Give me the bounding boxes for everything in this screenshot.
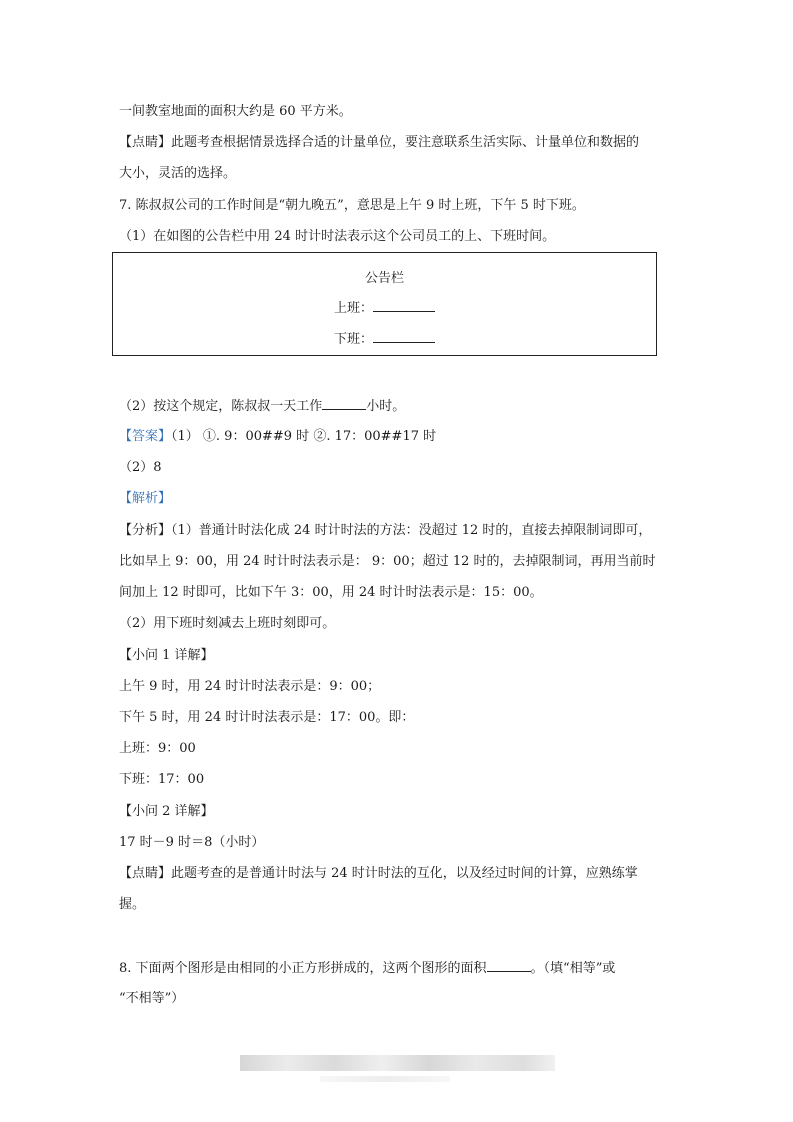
- start-label: 上班：: [333, 301, 373, 316]
- question-8-continued: “不相等”）: [119, 991, 185, 1006]
- analysis-tag: 【解析】: [119, 491, 172, 506]
- question-7: 7. 陈叔叔公司的工作时间是“朝九晚五”，意思是上午 9 时上班，下午 5 时下班。: [119, 198, 585, 213]
- text-line: （2）用下班时刻减去上班时刻即可。: [119, 616, 336, 631]
- text-line: 【点睛】此题考查的是普通计时法与 24 时计时法的互化，以及经过时间的计算，应熟练掌: [119, 866, 638, 881]
- text-line: 间加上 12 时即可，比如下午 3：00，用 24 时计时法表示是：15：00。: [119, 585, 543, 600]
- text-line: 比如早上 9：00，用 24 时计时法表示是： 9：00；超过 12 时的，去掉限制词，再用当前时: [119, 554, 656, 569]
- text-line: 上班：9：00: [119, 741, 196, 756]
- answer-body: （1） ①. 9：00##9 时 ②. 17：00##17 时: [171, 429, 437, 444]
- end-label: 下班：: [333, 332, 373, 347]
- text-line: 【点睛】此题考查根据情景选择合适的计量单位，要注意联系生活实际、计量单位和数据的: [119, 135, 640, 150]
- text-line: 大小，灵活的选择。: [119, 166, 237, 181]
- q8-suffix: 。（填“相等”或: [530, 961, 616, 976]
- answer-part-2: （2）8: [119, 460, 162, 475]
- text-line: 上午 9 时，用 24 时计时法表示是：9：00；: [119, 679, 381, 694]
- sub-question-1-heading: 【小问 1 详解】: [119, 648, 214, 663]
- hours-blank[interactable]: [322, 397, 366, 410]
- notice-board-start: [113, 297, 656, 316]
- question-7-part-2: [119, 397, 405, 416]
- answer-tag: 【答案】: [119, 429, 172, 444]
- q7-2-suffix: 小时。: [366, 399, 406, 414]
- blurred-footer-watermark-secondary: [320, 1076, 450, 1082]
- end-blank[interactable]: [373, 329, 435, 343]
- q8-blank[interactable]: [487, 959, 531, 972]
- question-8: [119, 959, 615, 978]
- start-blank[interactable]: [373, 298, 435, 312]
- question-7-part-1: （1）在如图的公告栏中用 24 时计时法表示这个公司员工的上、下班时间。: [119, 229, 556, 244]
- text-line: 下班：17：00: [119, 772, 205, 787]
- notice-board-end: [113, 328, 656, 347]
- text-line: 下午 5 时，用 24 时计时法表示是：17：00。即：: [119, 710, 415, 725]
- text-line: 【分析】（1）普通计时法化成 24 时计时法的方法：没超过 12 时的，直接去掉限制词即可，: [119, 523, 652, 538]
- q7-2-text: （2）按这个规定，陈叔叔一天工作: [119, 399, 323, 414]
- q8-text: 8. 下面两个图形是由相同的小正方形拼成的，这两个图形的面积: [119, 961, 487, 976]
- answer-line: [119, 428, 436, 446]
- text-line: 握。: [119, 897, 146, 912]
- notice-board: [112, 252, 657, 356]
- text-line: 17 时－9 时＝8（小时）: [119, 835, 265, 850]
- blurred-footer-watermark: [240, 1055, 555, 1071]
- sub-question-2-heading: 【小问 2 详解】: [119, 804, 214, 819]
- notice-board-title: 公告栏: [364, 271, 404, 286]
- text-line: 一间教室地面的面积大约是 60 平方米。: [119, 104, 352, 119]
